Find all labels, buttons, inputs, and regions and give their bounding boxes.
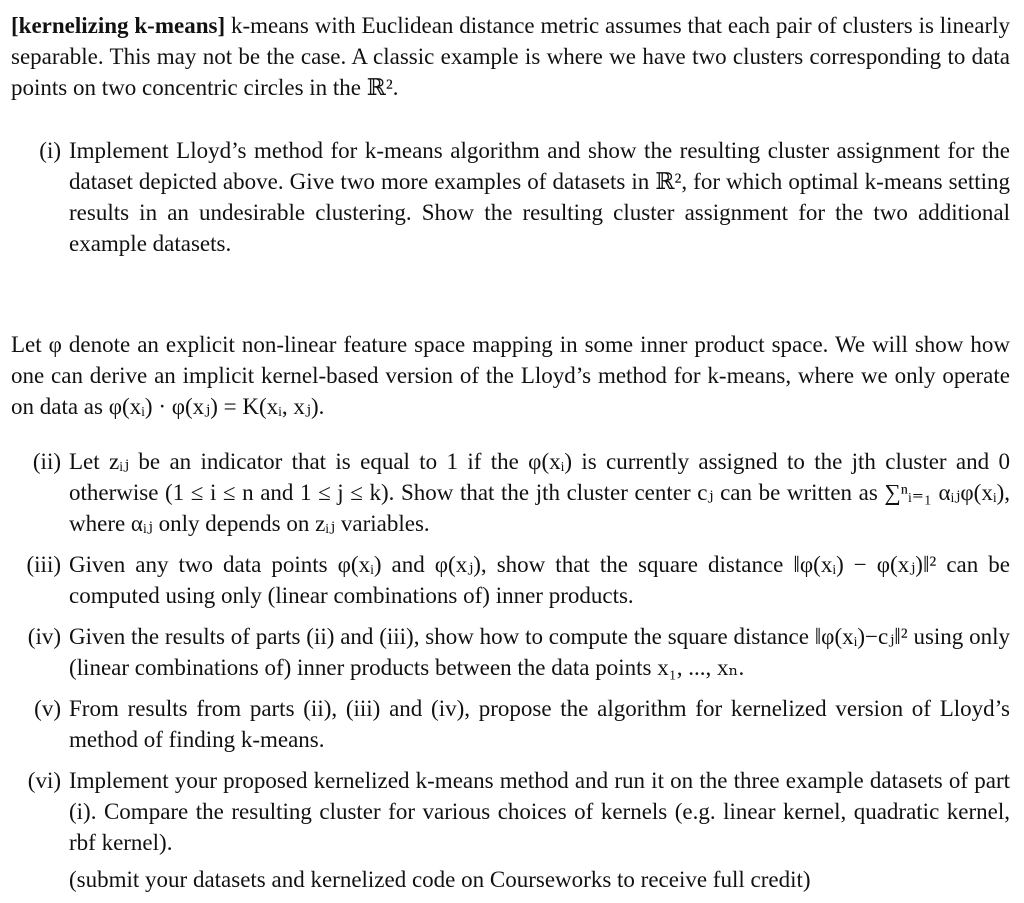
part-vi	[11, 765, 1010, 895]
kernel-intro: Let φ denote an explicit non-linear feature space mapping in some inner product space. We will show how one can derive an implicit kernel-based version of the Lloyd’s method for k-means, where we only operate on data as φ(xᵢ) · φ(xⱼ) = K(xᵢ, xⱼ).	[11, 332, 1010, 419]
part-iv-text: Given the results of parts (ii) and (iii), show how to compute the square distance ‖φ(xᵢ)−cⱼ‖² using only (linear combinations of) inner products between the data points x₁, ..., xₙ.	[69, 624, 1010, 680]
submission-note: (submit your datasets and kernelized code on Courseworks to receive full credit)	[69, 867, 811, 892]
part-vi-text: Implement your proposed kernelized k-means method and run it on the three example datasets of part (i). Compare the resulting cluster for various choices of kernels (e.g. linear kernel, quadratic kernel, rbf kernel).	[69, 768, 1010, 855]
part-iii-label: (iii)	[26, 552, 61, 577]
parts-list	[11, 446, 1010, 895]
part-vi-label: (vi)	[27, 768, 61, 793]
part-ii	[11, 446, 1010, 539]
part-iv-label: (iv)	[27, 624, 61, 649]
part-v	[11, 693, 1010, 755]
problem-intro-text: k-means with Euclidean distance metric assumes that each pair of clusters is linearly separable. This may not be the case. A classic example is where we have two clusters corresponding to data points on two concentric circles in the ℝ².	[11, 13, 1011, 100]
part-i-text: Implement Lloyd’s method for k-means algorithm and show the resulting cluster assignment for the dataset depicted above. Give two more examples of datasets in ℝ², for which optimal k-means setting results in an undesirable clustering. Show the resulting cluster assignment for the two additional example datasets.	[69, 138, 1010, 256]
part-i	[11, 135, 1010, 259]
part-ii-label: (ii)	[32, 449, 61, 474]
part-i-list	[11, 135, 1010, 259]
part-ii-text: Let zᵢⱼ be an indicator that is equal to 1 if the φ(xᵢ) is currently assigned to the jth cluster and 0 otherwise (1 ≤ i ≤ n and 1 ≤ j ≤ k). Show that the jth cluster center cⱼ can be written as ∑ⁿᵢ₌₁ αᵢⱼφ(xᵢ), where αᵢⱼ only depends on zᵢⱼ variables.	[69, 449, 1010, 536]
part-iii-text: Given any two data points φ(xᵢ) and φ(xⱼ), show that the square distance ‖φ(xᵢ) − φ(xⱼ)‖² can be computed using only (linear combinations of) inner products.	[69, 552, 1010, 608]
part-iii	[11, 549, 1010, 611]
part-v-label: (v)	[34, 696, 61, 721]
part-i-label: (i)	[39, 138, 61, 163]
part-v-text: From results from parts (ii), (iii) and (iv), propose the algorithm for kernelized version of Lloyd’s method of finding k-means.	[69, 696, 1010, 752]
problem-intro	[11, 10, 1010, 103]
part-iv	[11, 621, 1010, 683]
problem-heading: [kernelizing k-means]	[11, 13, 226, 38]
